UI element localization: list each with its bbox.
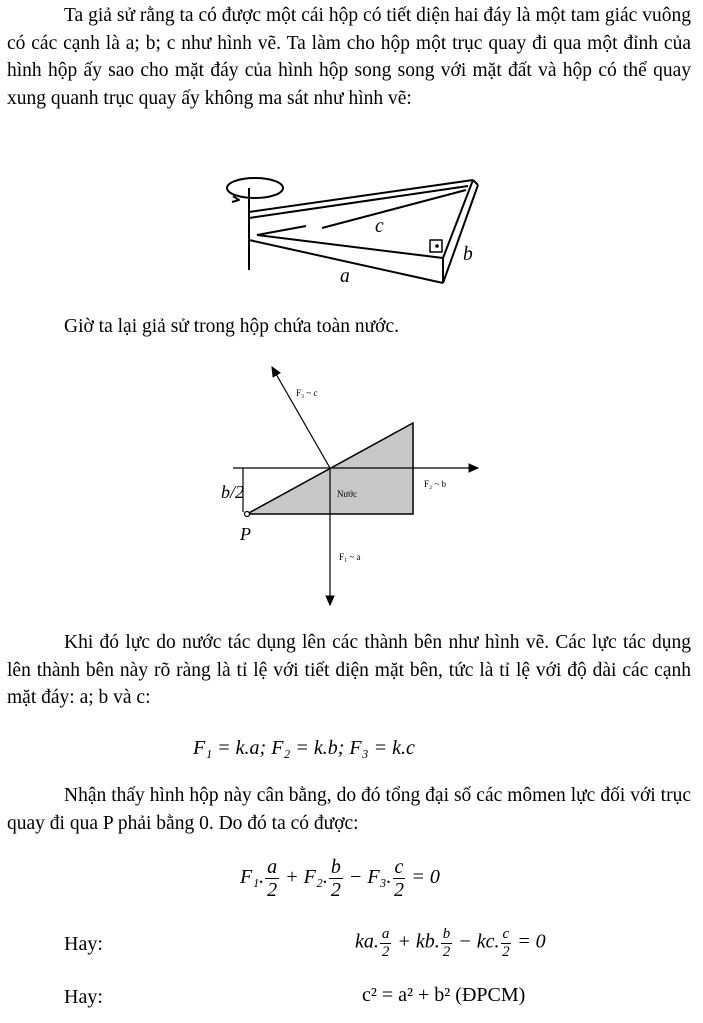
equation-moment-balance: F₁. $\frac{a}{2}$ + F₂. $\frac{b}{2}$ − F₃. $\frac{c}{2}$ = 0 [240,856,440,901]
figure-water-forces [230,360,490,610]
label-edge-c: c [375,216,384,237]
label-hay-2: Hay: [64,986,103,1008]
label-half-b: b/2 [221,482,245,502]
label-water: Nước [337,489,358,499]
equation-substituted: ka. $\frac{a}{2}$ + kb. $\frac{b}{2}$ − kc. $\frac{c}{2}$ = 0 [355,926,546,960]
label-force-f1: F₁ ~ a [339,552,361,562]
label-edge-a: a [340,266,350,287]
equation-pythagoras: c² = a² + b² (ĐPCM) [362,984,526,1006]
paragraph-equilibrium: Nhận thấy hình hộp này cân bằng, do đó tổng đại số các mômen lực đối với trục quay đi qua P phải bằng 0. Do đó ta có được: [7,785,691,834]
label-hay-1: Hay: [64,933,103,955]
label-edge-b: b [463,244,473,265]
label-force-f2: F₂ ~ b [424,479,447,489]
label-force-f3: F₃ ~ c [296,388,318,398]
paragraph-intro: Ta giả sử rằng ta có được một cái hộp có tiết diện hai đáy là một tam giác vuông có các cạnh là a; b; c như hình vẽ. Ta làm cho hộp một trục quay đi qua một đỉnh của hình hộp ấy sao cho mặt đáy của hình hộp song song với mặt đất và hộp có thể quay xung quanh trục quay ấy không ma sát như hình vẽ: [7,5,691,109]
paragraph-water: Giờ ta lại giả sử trong hộp chứa toàn nước. [64,316,400,337]
equation-force-definitions: F₁ = k.a; F₂ = k.b; F₃ = k.c [193,737,415,759]
paragraph-forces: Khi đó lực do nước tác dụng lên các thành bên như hình vẽ. Các lực tác dụng lên thành bên này rõ ràng là tỉ lệ với tiết diện mặt bên, tức là tỉ lệ với độ dài các cạnh mặt đáy: a; b và c: [7,632,691,708]
figure-box-rotation [215,170,505,290]
label-point-p: P [240,524,251,544]
